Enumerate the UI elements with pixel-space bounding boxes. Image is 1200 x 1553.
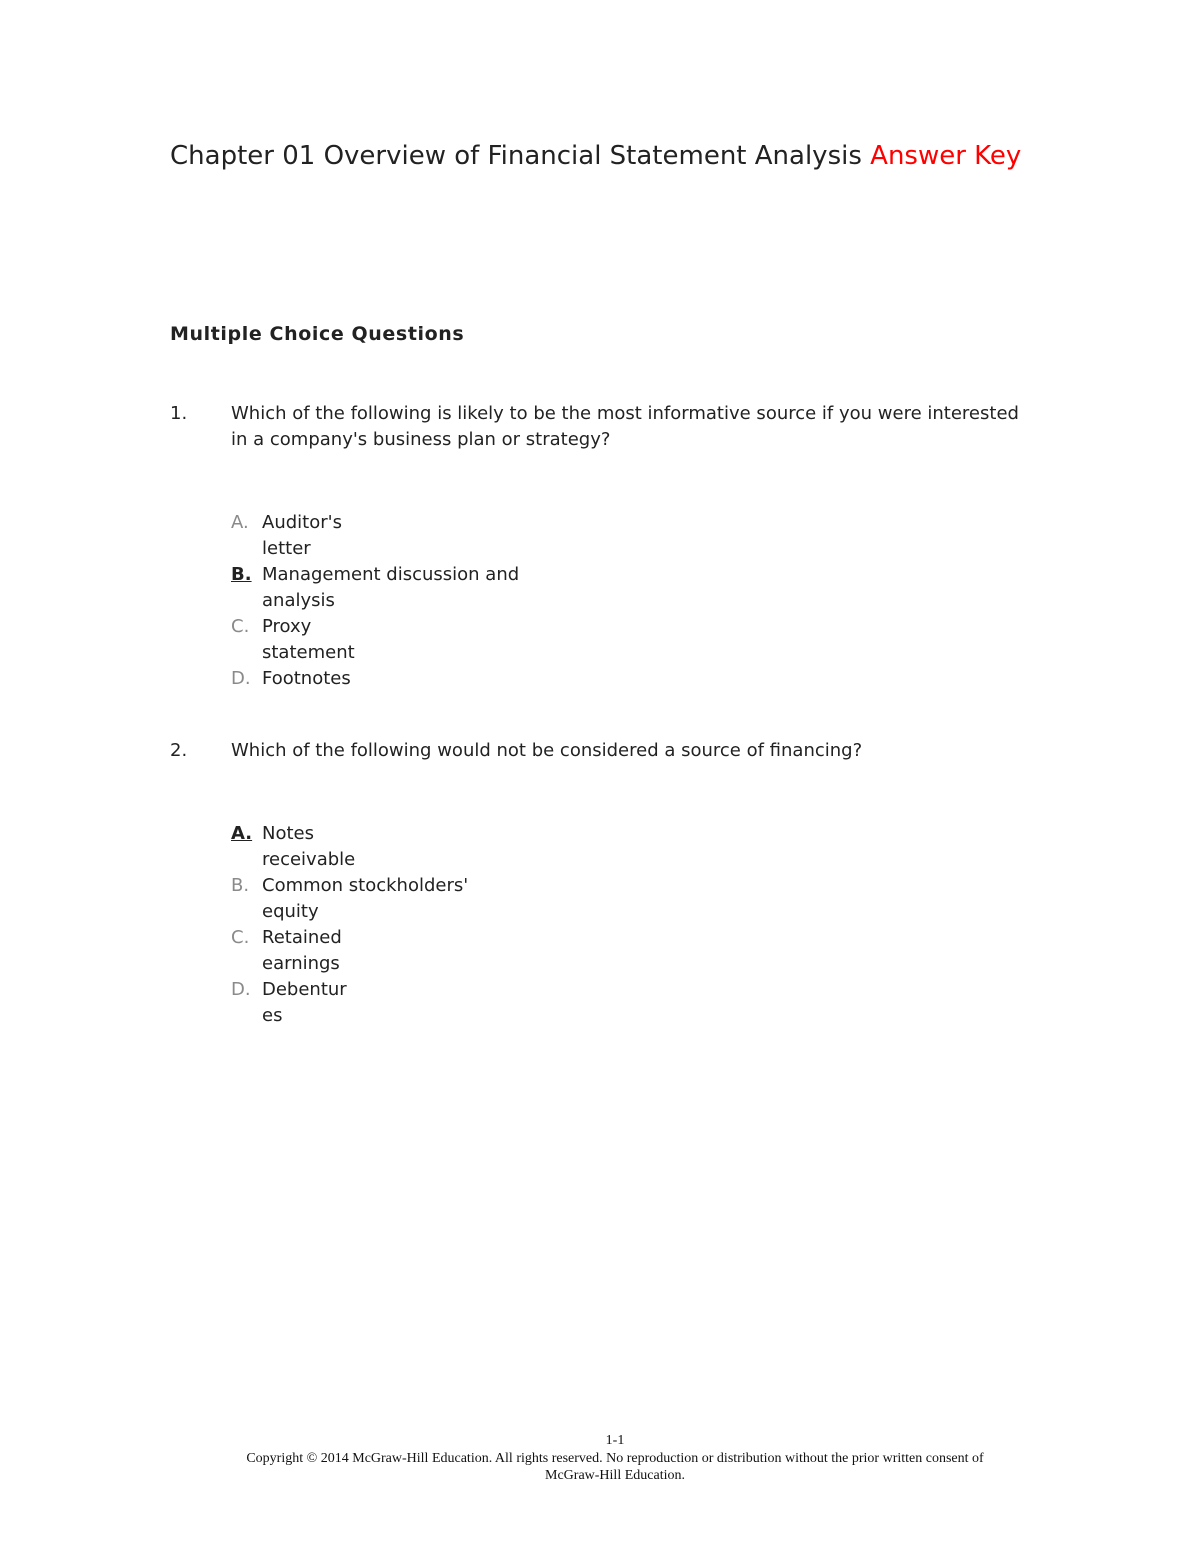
question-number: 1. <box>170 403 188 424</box>
correct-answer-letter: A. <box>231 823 253 844</box>
option-text: Auditor's letter <box>262 512 342 559</box>
question-text: Which of the following would not be considered a source of financing? <box>231 740 863 761</box>
option-b <box>231 873 502 925</box>
option-d <box>231 666 552 692</box>
option-text: Retained earnings <box>262 927 342 974</box>
page-footer <box>190 1432 1040 1485</box>
option-c <box>231 925 502 977</box>
answer-options <box>231 821 502 1029</box>
option-b <box>231 562 552 614</box>
option-letter: C. <box>231 616 250 637</box>
title-accent: Answer Key <box>870 141 1022 171</box>
title-text: Chapter 01 Overview of Financial Statement Analysis <box>170 141 862 171</box>
option-letter: B. <box>231 875 250 896</box>
page-number: 1-1 <box>605 1433 625 1448</box>
option-text: Proxy statement <box>262 616 355 663</box>
option-a <box>231 510 552 562</box>
option-letter: D. <box>231 668 251 689</box>
option-text: Footnotes <box>262 668 351 689</box>
option-text: Debentures <box>262 979 347 1026</box>
option-letter: A. <box>231 512 249 533</box>
option-letter: D. <box>231 979 251 1000</box>
copyright-line: McGraw-Hill Education. <box>545 1468 685 1483</box>
option-letter: C. <box>231 927 250 948</box>
option-text: Management discussion and analysis <box>262 564 520 611</box>
question-number: 2. <box>170 740 188 761</box>
option-text: Common stockholders' equity <box>262 875 469 922</box>
section-heading: Multiple Choice Questions <box>170 323 465 345</box>
option-c <box>231 614 552 666</box>
copyright-line: Copyright © 2014 McGraw-Hill Education. All rights reserved. No reproduction or distribution without the prior written consent of <box>246 1450 984 1466</box>
correct-answer-letter: B. <box>231 564 252 585</box>
question-text: Which of the following is likely to be the most informative source if you were interested in a company's business plan or strategy? <box>231 403 1019 450</box>
option-text: Notes receivable <box>262 823 356 870</box>
option-d <box>231 977 502 1029</box>
option-a <box>231 821 502 873</box>
page-title <box>170 138 1040 175</box>
answer-options <box>231 510 552 692</box>
